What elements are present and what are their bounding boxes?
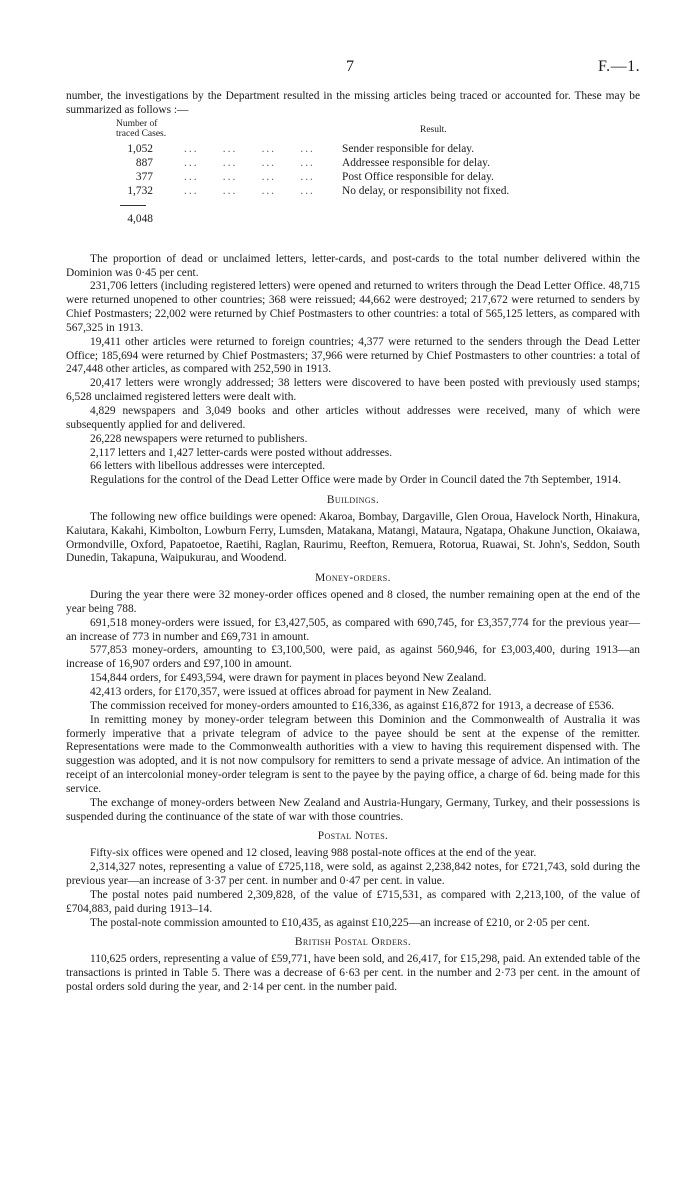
total-rule	[120, 205, 146, 206]
paragraph: 4,829 newspapers and 3,049 books and other articles without addresses were received, many of which were subsequently applied for and delivered.	[66, 404, 640, 431]
paragraph: The proportion of dead or unclaimed letters, letter-cards, and post-cards to the total number delivered within the Dominion was 0·45 per cent.	[66, 252, 640, 279]
paragraph: 20,417 letters were wrongly addressed; 38 letters were discovered to have been posted with previously used stamps; 6,528 unclaimed registered letters were dealt with.	[66, 377, 640, 404]
paragraph: The postal-note commission amounted to £10,435, as against £10,225—an increase of £210, or 2·05 per cent.	[90, 916, 590, 929]
paragraph: 154,844 orders, for £493,594, were drawn for payment in places beyond New Zealand.	[90, 672, 487, 685]
traced-count: 1,732	[127, 184, 153, 197]
page-reference: F.—1.	[598, 58, 641, 75]
traced-total: 4,048	[127, 212, 153, 225]
table-row: 1,052 ... ... ... ... Sender responsible for delay.	[66, 143, 640, 157]
paragraph: 26,228 newspapers were returned to publishers.	[90, 432, 308, 445]
page-number: 7	[346, 58, 355, 75]
intro-paragraph: number, the investigations by the Department resulted in the missing articles being traced or accounted for. These may be summarized as follows :—	[66, 90, 640, 116]
col-header-count: Number of traced Cases.	[116, 118, 167, 139]
paragraph: The commission received for money-orders amounted to £16,336, as against £16,872 for 1913, a decrease of £536.	[90, 699, 615, 712]
section-heading-buildings: Buildings.	[326, 494, 380, 507]
paragraph: 2,314,327 notes, representing a value of £725,118, were sold, as against 2,238,842 notes, for £721,743, sold during the previous year—an increase of 3·37 per cent. in number and 0·47 per cent. in value.	[66, 861, 640, 887]
paragraph: 110,625 orders, representing a value of £59,771, have been sold, and 26,417, for £15,298, paid. An extended table of the transactions is printed in Table 5. There was a decrease of 6·63 per cent. in the number and 2·73 per cent. in the amount of postal orders sold during the year, and 2·14 per cent. in the number paid.	[66, 953, 640, 993]
col-header-result: Result.	[420, 124, 447, 135]
paragraph: Regulations for the control of the Dead Letter Office were made by Order in Council dated the 7th September, 1914.	[90, 474, 622, 487]
paragraph: 66 letters with libellous addresses were intercepted.	[90, 460, 326, 473]
paragraph: 231,706 letters (including registered letters) were opened and returned to writers through the Dead Letter Office. 48,715 were returned unopened to other countries; 368 were reissued; 44,662 were destroyed; 217,672 were returned to senders by Chief Postmasters; 22,002 were returned by Chief Postmasters to other countries: a total of 565,125 letters, as compared with 567,325 in 1913.	[66, 280, 640, 334]
paragraph: The exchange of money-orders between New Zealand and Austria-Hungary, Germany, Turkey, and their possessions is suspended during the continuance of the state of war with those countries.	[66, 796, 640, 823]
section-heading-british-postal-orders: British Postal Orders.	[294, 936, 412, 949]
traced-count: 377	[135, 170, 153, 183]
paragraph: The postal notes paid numbered 2,309,828, of the value of £715,531, as compared with 2,213,100, of the value of £704,883, paid during 1913–14.	[66, 888, 640, 915]
paragraph: Fifty-six offices were opened and 12 closed, leaving 988 postal-note offices at the end of the year.	[90, 847, 537, 860]
traced-result: No delay, or responsibility not fixed.	[342, 184, 510, 197]
traced-result: Sender responsible for delay.	[342, 142, 475, 155]
traced-count: 887	[135, 156, 153, 169]
section-heading-money-orders: Money-orders.	[315, 572, 391, 585]
document-body	[66, 90, 640, 995]
paragraph: During the year there were 32 money-order offices opened and 8 closed, the number remaining open at the end of the year being 788.	[66, 589, 640, 615]
table-row: 377 ... ... ... ... Post Office responsible for delay.	[66, 171, 640, 185]
traced-result: Addressee responsible for delay.	[342, 156, 490, 169]
table-row: 1,732 ... ... ... ... No delay, or responsibility not fixed.	[66, 185, 640, 199]
section-heading-postal-notes: Postal Notes.	[317, 830, 389, 843]
paragraph: 2,117 letters and 1,427 letter-cards were posted without addresses.	[90, 446, 393, 459]
traced-result: Post Office responsible for delay.	[342, 170, 494, 183]
traced-count: 1,052	[127, 142, 153, 155]
paragraph: 691,518 money-orders were issued, for £3,427,505, as compared with 690,745, for £3,357,774 for the previous year—an increase of 773 in number and £69,731 in amount.	[66, 616, 640, 643]
paragraph: In remitting money by money-order telegram between this Dominion and the Commonwealth of Australia it was formerly imperative that a private telegram of advice to the payee should be sent at the expense of the remitter. Representations were made to the Commonwealth authorities with a view to having this requirement dispensed with. The suggestion was adopted, and it is not now compulsory for remitters to send a private message of advice. An intimation of the receipt of an intercolonial money-order telegram is sent to the payee by the paying office, a charge of 6d. being made for this service.	[66, 713, 640, 795]
traced-cases-table	[66, 119, 640, 249]
table-total-row	[66, 213, 640, 227]
paragraph: 577,853 money-orders, amounting to £3,100,500, were paid, as against 560,946, for £3,003,400, during 1913—an increase of 16,907 orders and £97,100 in amount.	[66, 644, 640, 671]
table-row: 887 ... ... ... ... Addressee responsible for delay.	[66, 157, 640, 171]
paragraph: 42,413 orders, for £170,357, were issued at offices abroad for payment in New Zealand.	[90, 686, 492, 698]
paragraph: The following new office buildings were opened: Akaroa, Bombay, Dargaville, Glen Oroua, Havelock North, Hinakura, Kaiutara, Kakahi, Kimbolton, Lowburn Ferry, Lumsden, Matakana, Matangi, Mataura, Ngatapa, Ohakune Junction, Okaiawa, Ormondville, Oxford, Papatoetoe, Raetihi, Raglan, Raurimu, Reefton, Remuera, Rotorua, Ruawai, St. John's, Seddon, South Dunedin, Takapuna, Waipukurau, and Woodend.	[66, 510, 641, 565]
paragraph: 19,411 other articles were returned to foreign countries; 4,377 were returned to the senders through the Dead Letter Office; 185,694 were returned by Chief Postmasters; 37,966 were returned by Chief Postmasters to other countries: a total of 247,448 other articles, as compared with 252,590 in 1913.	[66, 335, 640, 376]
